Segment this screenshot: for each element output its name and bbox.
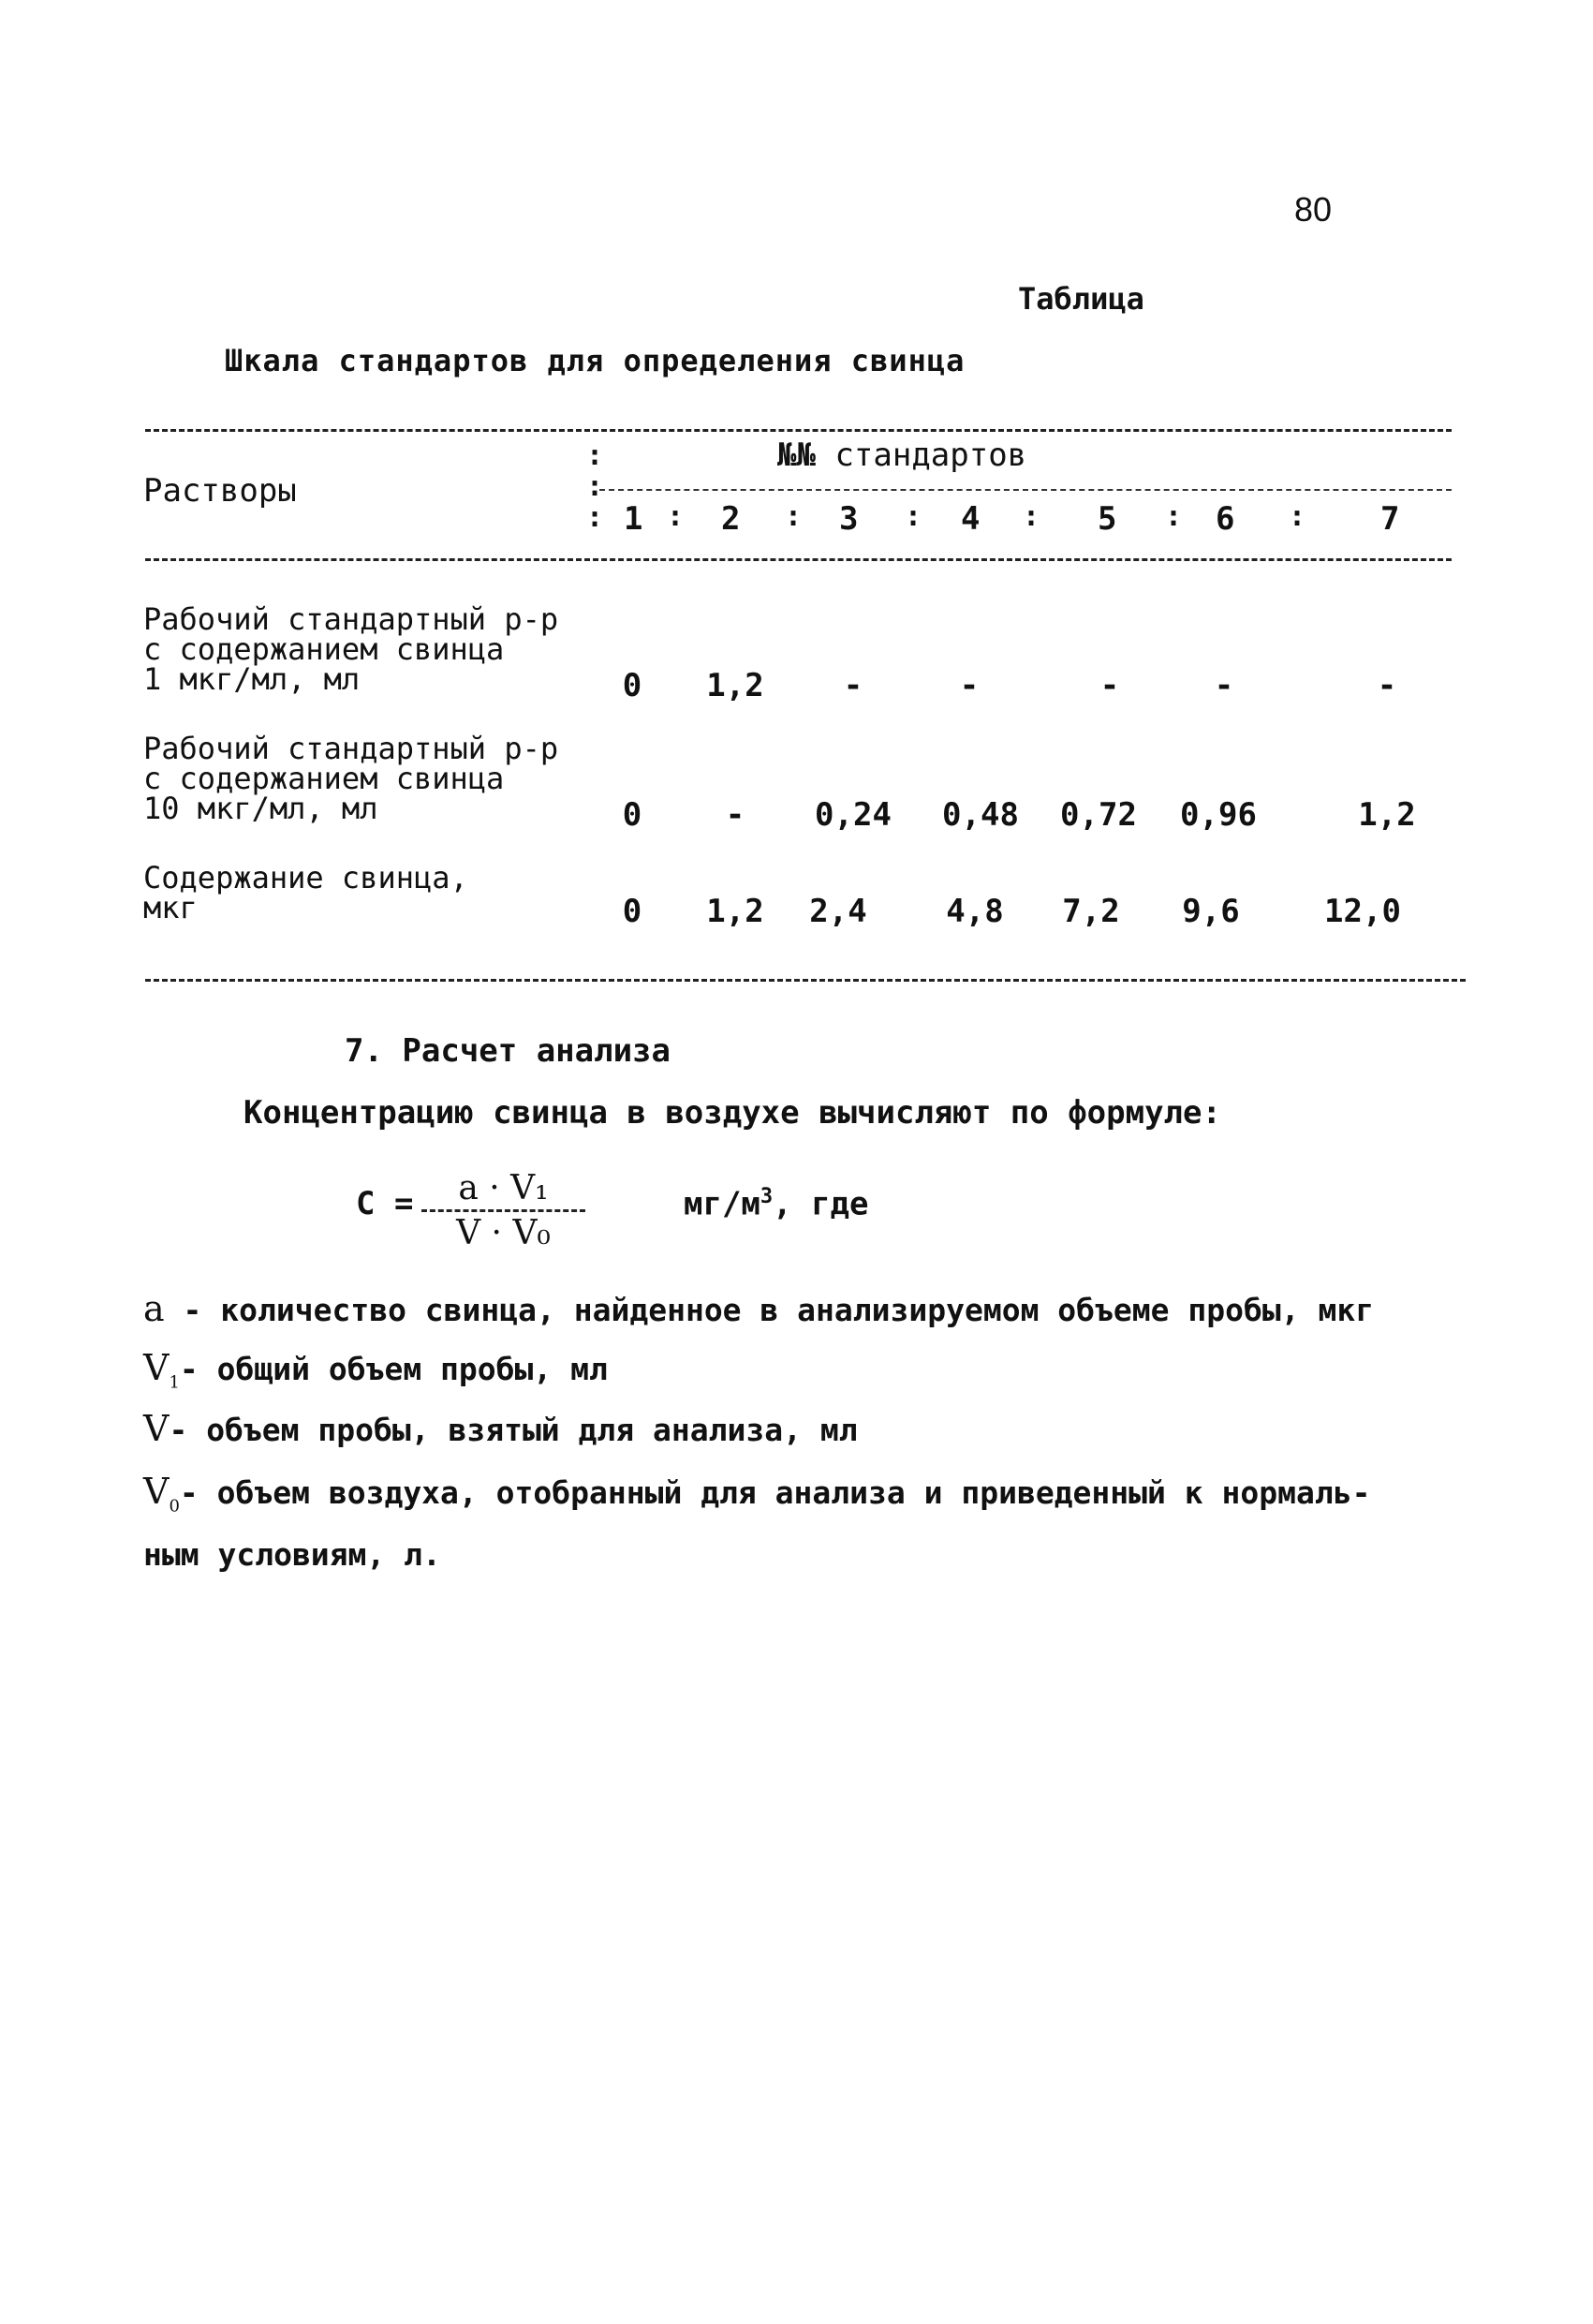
column-number-3: 3 xyxy=(839,500,859,538)
table-cell: 0,48 xyxy=(942,796,1019,834)
formula-numerator: a · V₁ xyxy=(458,1169,549,1207)
table-cell: 9,6 xyxy=(1182,893,1240,930)
table-cell: - xyxy=(959,667,980,704)
legend-symbol: V xyxy=(143,1408,170,1449)
formula-intro: Концентрацию свинца в воздухе вычисляют по формуле: xyxy=(243,1094,1221,1132)
table-cell: 1,2 xyxy=(706,893,764,930)
legend-continuation xyxy=(143,1536,441,1573)
column-separator: : xyxy=(667,500,685,533)
legend-symbol: $V_0$ xyxy=(143,1471,180,1517)
column-number-7: 7 xyxy=(1380,500,1400,538)
legend-item-v0 xyxy=(143,1471,1370,1517)
table-cell: - xyxy=(1214,667,1234,704)
table-cell: 0,96 xyxy=(1180,796,1257,834)
table-cell: 1,2 xyxy=(706,667,764,704)
table-cell: - xyxy=(1377,667,1397,704)
table-cell: 0,24 xyxy=(815,796,892,834)
legend-text: - количество свинца, найденное в анализируемом объеме пробы, мкг xyxy=(164,1292,1375,1328)
section-heading: 7. Расчет анализа xyxy=(345,1032,671,1070)
column-number-1: 1 xyxy=(624,500,643,538)
table-cell: 1,2 xyxy=(1358,796,1416,834)
formula-denominator: V · V₀ xyxy=(456,1214,551,1252)
legend-item-v xyxy=(143,1408,858,1449)
table-cell: 2,4 xyxy=(809,893,867,930)
legend-symbol: a xyxy=(143,1288,165,1329)
row-label: Содержание свинца, мкг xyxy=(143,860,468,925)
table-cell: 0 xyxy=(622,893,642,930)
table-rule-header-bottom xyxy=(145,558,1452,561)
column-number-4: 4 xyxy=(961,500,981,538)
table-cell: - xyxy=(725,796,745,834)
legend-text: ным условиям, л. xyxy=(143,1536,441,1573)
column-separator: : xyxy=(1023,500,1040,533)
table-rule-sub xyxy=(599,489,1452,491)
legend-text: - объем воздуха, отобранный для анализа и приведенный к нормаль- xyxy=(179,1474,1371,1511)
table-cell: 0 xyxy=(622,667,642,704)
column-number-2: 2 xyxy=(721,500,741,538)
legend-text: - объем пробы, взятый для анализа, мл xyxy=(169,1412,858,1448)
table-cell: 0,72 xyxy=(1060,796,1137,834)
column-number-6: 6 xyxy=(1216,500,1235,538)
column-number-5: 5 xyxy=(1098,500,1117,538)
table-cell: 4,8 xyxy=(946,893,1004,930)
page-number: 80 xyxy=(1294,190,1333,229)
header-colon-column: : : : xyxy=(586,439,604,534)
numero-mark: №№ xyxy=(777,437,816,474)
table-cell: 7,2 xyxy=(1062,893,1120,930)
legend-item-v1 xyxy=(143,1347,608,1393)
table-label: Таблица xyxy=(1018,281,1144,317)
formula-units: $мг/м^3$, где xyxy=(684,1185,869,1223)
table-rule-bottom xyxy=(145,979,1466,982)
row-label: Рабочий стандартный р-р с содержанием свинца 10 мкг/мл, мл xyxy=(143,731,559,826)
table-rule-top xyxy=(145,429,1452,432)
header-standards xyxy=(777,437,1026,474)
column-separator: : xyxy=(1165,500,1183,533)
formula-fraction xyxy=(421,1169,585,1252)
table-cell: 0 xyxy=(622,796,642,834)
table-cell: - xyxy=(843,667,863,704)
row-label: Рабочий стандартный р-р с содержанием свинца 1 мкг/мл, мл xyxy=(143,601,559,697)
column-separator: : xyxy=(905,500,922,533)
table-cell: - xyxy=(1099,667,1120,704)
column-separator: : xyxy=(1289,500,1306,533)
column-separator: : xyxy=(785,500,803,533)
fraction-bar xyxy=(421,1209,585,1212)
header-standards-label: стандартов xyxy=(834,437,1027,474)
table-title: Шкала стандартов для определения свинца xyxy=(225,343,966,378)
header-solutions: Растворы xyxy=(143,472,297,510)
legend-text: - общий объем пробы, мл xyxy=(179,1351,608,1387)
formula-lhs: С = xyxy=(356,1185,414,1222)
table-cell: 12,0 xyxy=(1324,893,1401,930)
legend-symbol: $V_1$ xyxy=(143,1347,180,1393)
legend-item-a xyxy=(143,1288,1374,1329)
